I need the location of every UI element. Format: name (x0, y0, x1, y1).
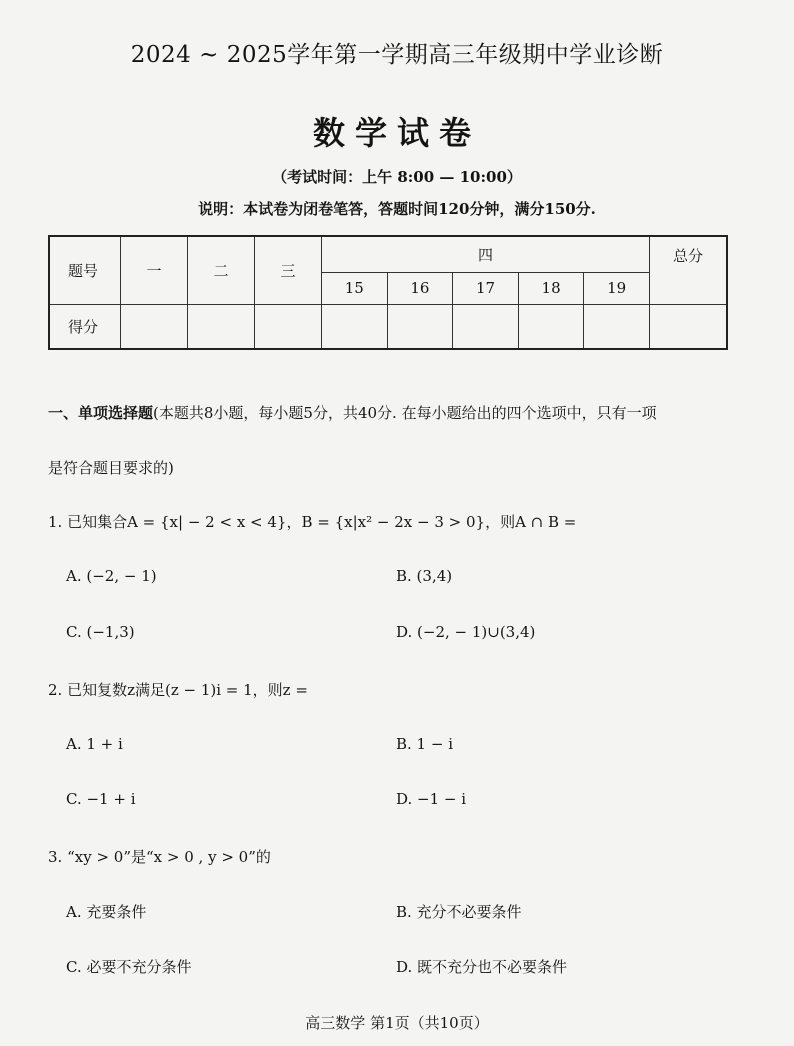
score-cell (121, 304, 188, 349)
total-score-header: 总分 (650, 236, 728, 304)
section-heading-continued: 是符合题目要求的) (48, 459, 174, 477)
score-row-label: 得分 (49, 304, 121, 349)
score-cell (255, 304, 322, 349)
question-3-option-c: C. 必要不充分条件 (66, 958, 192, 976)
question-2-option-c: C. −1 + i (66, 790, 136, 808)
question-19-header: 19 (584, 272, 650, 304)
total-score-cell (650, 304, 728, 349)
score-cell (584, 304, 650, 349)
question-1-stem: 1. 已知集合A = {x| − 2 < x < 4}，B = {x|x² − 2x − 3 > 0}，则A ∩ B = (48, 513, 577, 531)
section-two-header: 二 (188, 236, 255, 304)
section-one-header: 一 (121, 236, 188, 304)
exam-instructions: 说明：本试卷为闭卷笔答，答题时间120分钟，满分150分. (198, 200, 596, 218)
question-3-option-a: A. 充要条件 (66, 903, 147, 921)
question-3-option-b: B. 充分不必要条件 (396, 903, 522, 921)
score-cell (322, 304, 388, 349)
question-1-option-c: C. (−1,3) (66, 623, 135, 641)
question-2-option-b: B. 1 − i (396, 735, 454, 753)
section-heading (48, 402, 657, 423)
score-cell (518, 304, 584, 349)
exam-header-title: 2024 ~ 2025学年第一学期高三年级期中学业诊断 (130, 42, 664, 68)
score-table (48, 235, 728, 350)
question-2-option-d: D. −1 − i (396, 790, 467, 808)
question-15-header: 15 (322, 272, 388, 304)
page-title: 数学试卷 (312, 114, 481, 152)
question-2-option-a: A. 1 + i (66, 735, 123, 753)
score-cell (188, 304, 255, 349)
question-number-label: 题号 (49, 236, 121, 304)
question-18-header: 18 (518, 272, 584, 304)
question-16-header: 16 (387, 272, 453, 304)
exam-time: （考试时间：上午 8:00 — 10:00） (272, 168, 522, 186)
question-1-option-b: B. (3,4) (396, 567, 453, 585)
question-3-option-d: D. 既不充分也不必要条件 (396, 958, 568, 976)
question-3-stem: 3. “xy > 0”是“x > 0 , y > 0”的 (48, 848, 271, 866)
page-footer: 高三数学 第1页（共10页） (305, 1014, 489, 1032)
question-17-header: 17 (453, 272, 519, 304)
score-cell (453, 304, 519, 349)
section-four-header: 四 (322, 236, 650, 272)
question-2-stem: 2. 已知复数z满足(z − 1)i = 1，则z = (48, 681, 308, 699)
section-heading-bold: 一、单项选择题 (48, 404, 154, 422)
question-1-option-d: D. (−2, − 1)∪(3,4) (396, 623, 536, 641)
score-cell (387, 304, 453, 349)
section-heading-rest: (本题共8小题，每小题5分，共40分. 在每小题给出的四个选项中，只有一项 (153, 404, 657, 422)
question-1-option-a: A. (−2, − 1) (66, 567, 157, 585)
section-three-header: 三 (255, 236, 322, 304)
